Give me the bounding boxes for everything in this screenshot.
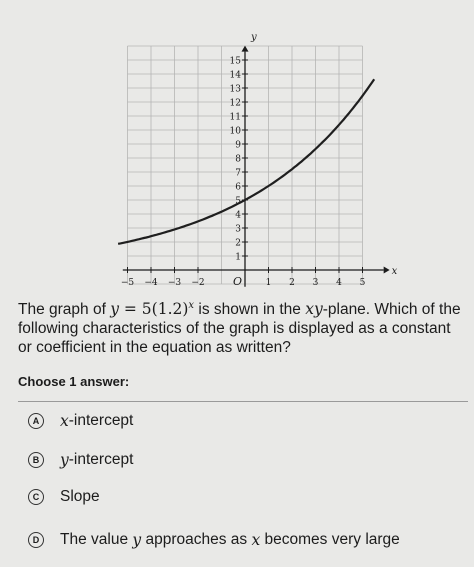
choose-label: Choose 1 answer:	[18, 374, 130, 389]
choice-d-post: becomes very large	[264, 531, 400, 548]
y-tick-label: 3	[235, 224, 241, 235]
y-tick-label: 12	[229, 98, 241, 109]
choice-a[interactable]	[28, 408, 133, 434]
choice-a-text: -intercept	[68, 412, 134, 429]
y-axis-arrow	[242, 46, 249, 52]
exponential-graph	[120, 28, 398, 290]
y-tick-label: 7	[235, 168, 241, 179]
x-tick-label: 1	[265, 278, 272, 288]
question-text: The graph of $y = 5(1.2)^x$ is shown in the xy-plane. Which of the following characteristics of the graph is displayed as a constant or coefficient in the equation as written?	[18, 300, 461, 357]
choice-b-badge: B	[28, 452, 44, 468]
x-tick-label: 3	[312, 278, 319, 288]
choice-c-text: Slope	[60, 488, 100, 505]
x-tick-label: −3	[167, 278, 182, 288]
choice-d-pre: The value	[60, 531, 129, 548]
choice-d-mid: approaches as	[145, 531, 248, 548]
divider	[18, 401, 468, 402]
choice-b-var: y	[60, 451, 69, 469]
choice-c[interactable]	[28, 484, 100, 510]
x-axis-label: x	[391, 266, 398, 277]
x-tick-label: −5	[120, 278, 135, 288]
x-tick-label: 2	[289, 278, 295, 288]
choice-a-var: x	[60, 412, 69, 430]
choice-d-var2: x	[251, 531, 261, 549]
choice-a-badge: A	[28, 413, 44, 429]
y-tick-label: 2	[235, 238, 241, 249]
x-tick-label: 5	[359, 278, 366, 288]
y-tick-label: 13	[229, 84, 241, 95]
y-tick-label: 5	[235, 196, 241, 207]
choice-b[interactable]	[28, 447, 133, 473]
choice-d[interactable]	[28, 527, 400, 553]
y-axis-label: y	[251, 32, 257, 43]
choice-d-var1: y	[132, 531, 142, 549]
y-tick-label: 14	[229, 70, 241, 81]
y-tick-label: 1	[235, 252, 241, 263]
y-tick-label: 8	[235, 154, 241, 165]
y-tick-label: 6	[235, 182, 241, 193]
origin-label: O	[233, 275, 243, 288]
choice-c-badge: C	[28, 489, 44, 505]
y-tick-label: 9	[235, 140, 241, 151]
y-tick-label: 15	[229, 56, 241, 67]
y-tick-label: 4	[235, 210, 241, 221]
y-tick-label: 11	[229, 112, 241, 123]
x-tick-label: 4	[336, 278, 342, 288]
choice-d-badge: D	[28, 532, 44, 548]
axes	[120, 46, 390, 288]
choice-b-text: -intercept	[68, 451, 134, 468]
exponential-curve	[118, 79, 374, 244]
y-tick-label: 10	[229, 126, 241, 137]
x-tick-label: −4	[144, 278, 158, 288]
x-tick-label: −2	[191, 278, 205, 288]
x-axis-arrow	[384, 267, 390, 274]
